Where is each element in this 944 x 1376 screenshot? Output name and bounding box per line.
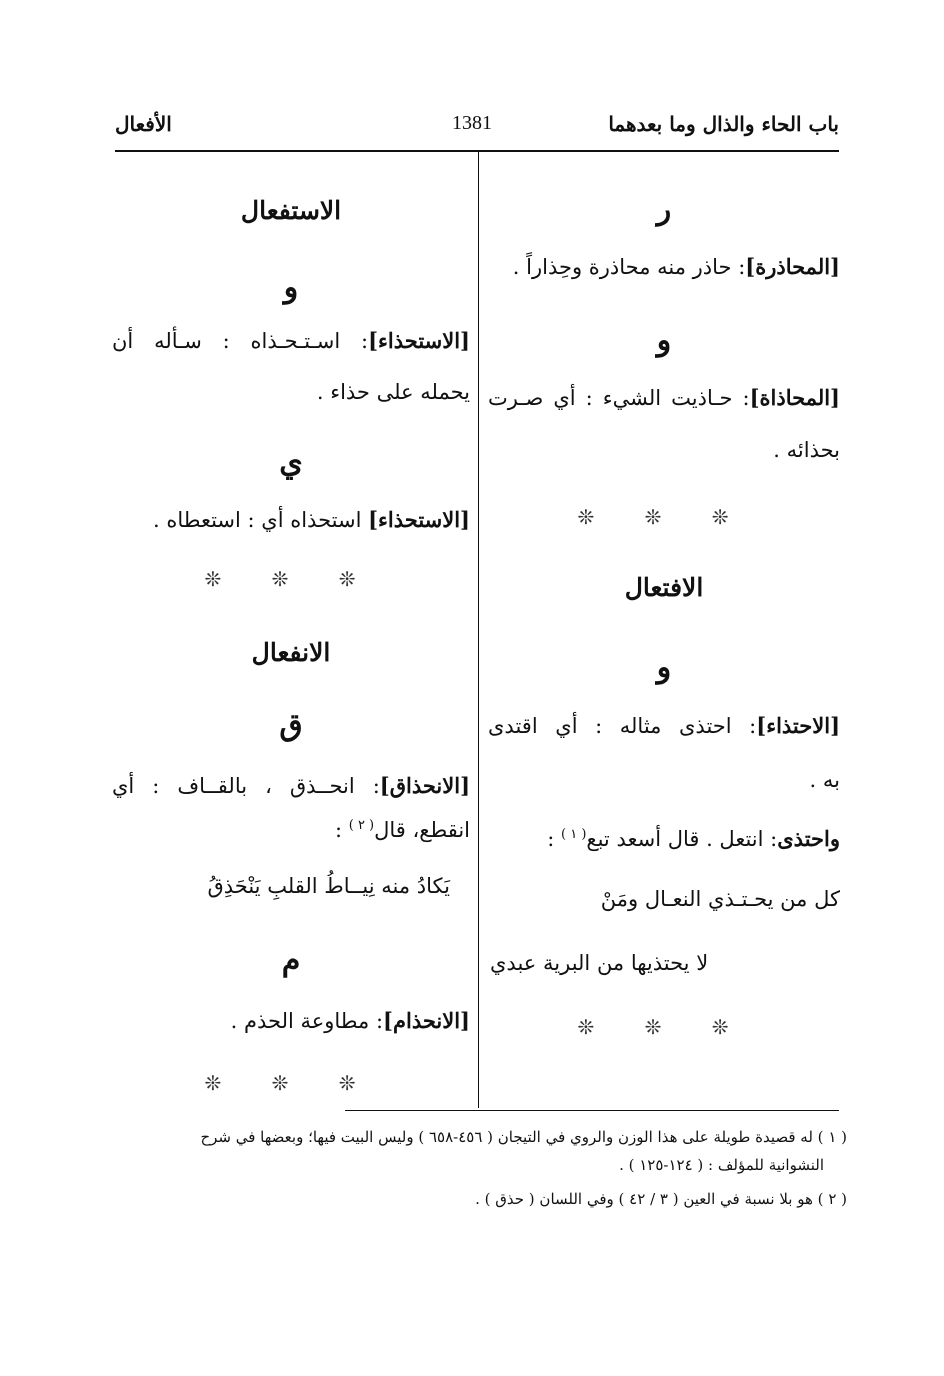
section-separator: ❊ ❊ ❊ bbox=[577, 1015, 751, 1039]
letter-heading-w: و bbox=[656, 650, 672, 685]
entry-term: [المحاذاة] bbox=[749, 385, 840, 410]
chapter-title: باب الحاء والذال وما بعدهما bbox=[608, 112, 839, 136]
entry-wahtadha bbox=[547, 826, 840, 851]
entry-continuation: به . bbox=[809, 768, 840, 792]
entry-definition: : انتعل . قال أسعد تبع bbox=[586, 827, 778, 851]
entry-term: [الاحتذاء] bbox=[756, 713, 840, 738]
entry-term: [الاستحذاء] bbox=[368, 507, 470, 532]
entry-istihdha-y bbox=[153, 507, 470, 532]
entry-term: [الاستحذاء] bbox=[368, 328, 470, 353]
footnote-rule bbox=[345, 1110, 839, 1111]
entry-continuation bbox=[335, 818, 470, 842]
entry-tail: : bbox=[334, 818, 343, 842]
verse-line: كل من يحـتـذي النعـال ومَنْ bbox=[600, 887, 840, 911]
section-separator: ❊ ❊ ❊ bbox=[204, 567, 378, 591]
letter-heading-m: م bbox=[281, 943, 301, 978]
letter-heading-y: ي bbox=[279, 445, 303, 480]
section-heading-istifal: الاستفعال bbox=[240, 196, 342, 225]
entry-term: واحتذى bbox=[777, 826, 840, 851]
entry-inhidhaq bbox=[112, 773, 470, 798]
letter-heading-w: و bbox=[656, 323, 672, 358]
entry-definition: : حـاذيت الشيء : أي صـرت bbox=[488, 386, 750, 410]
footnote-1-continuation: النشوانية للمؤلف : ( ١٢٤-١٢٥ ) . bbox=[619, 1156, 824, 1174]
entry-muhadhara bbox=[513, 254, 840, 279]
section-title: الأفعال bbox=[115, 112, 172, 136]
footnote-ref: ( ١ ) bbox=[560, 827, 587, 842]
entry-definition: : حاذر منه محاذرة وحِذاراً . bbox=[512, 255, 746, 279]
entry-definition: : احتذى مثاله : أي اقتدى bbox=[488, 714, 757, 738]
section-separator: ❊ ❊ ❊ bbox=[204, 1071, 378, 1095]
section-heading-iftial: الافتعال bbox=[624, 573, 704, 602]
entry-term: [الانحذاق] bbox=[379, 773, 470, 798]
entry-term: [الانحذام] bbox=[383, 1008, 470, 1033]
entry-tail: : bbox=[547, 827, 555, 851]
entry-definition: : مطاوعة الحذم . bbox=[230, 1009, 384, 1033]
section-heading-infial: الانفعال bbox=[251, 638, 331, 667]
entry-definition: : انحــذق ، بالقــاف : أي bbox=[112, 774, 380, 798]
continuation-text: انقطع، قال bbox=[374, 818, 470, 842]
column-divider bbox=[478, 151, 479, 1108]
entry-muhadhat bbox=[488, 385, 840, 410]
footnote-2: ( ٢ ) هو بلا نسبة في العين ( ٣ / ٤٢ ) وفي اللسان ( حذق ) . bbox=[475, 1190, 847, 1208]
entry-ihtidha bbox=[488, 713, 840, 738]
verse-line: لا يحتذيها من البرية عبدي bbox=[490, 951, 709, 975]
page-number: 1381 bbox=[452, 112, 492, 134]
entry-definition: استحذاه أي : استعطاه . bbox=[152, 508, 362, 532]
verse-line: يَكادُ منه نِيــاطُ القلبِ يَنْحَذِقُ bbox=[207, 874, 450, 898]
entry-istihdha bbox=[112, 328, 470, 353]
letter-heading-q: ق bbox=[279, 708, 303, 743]
entry-definition: : اسـتـحـذاه : سـأله أن bbox=[112, 329, 369, 353]
entry-continuation: يحمله على حذاء . bbox=[316, 380, 470, 404]
footnote-1: ( ١ ) له قصيدة طويلة على هذا الوزن والروي في التيجان ( ٤٥٦-٦٥٨ ) وليس البيت فيها؛ وبعضها في شرح bbox=[200, 1128, 847, 1146]
entry-continuation: بحذائه . bbox=[773, 438, 840, 462]
entry-inhidham bbox=[231, 1008, 470, 1033]
header-rule bbox=[115, 150, 839, 152]
footnote-ref: ( ٢ ) bbox=[348, 818, 375, 833]
section-separator: ❊ ❊ ❊ bbox=[577, 505, 751, 529]
entry-term: [المحاذرة] bbox=[745, 254, 840, 279]
letter-heading-r: ر bbox=[656, 192, 672, 227]
letter-heading-w: و bbox=[283, 270, 299, 305]
